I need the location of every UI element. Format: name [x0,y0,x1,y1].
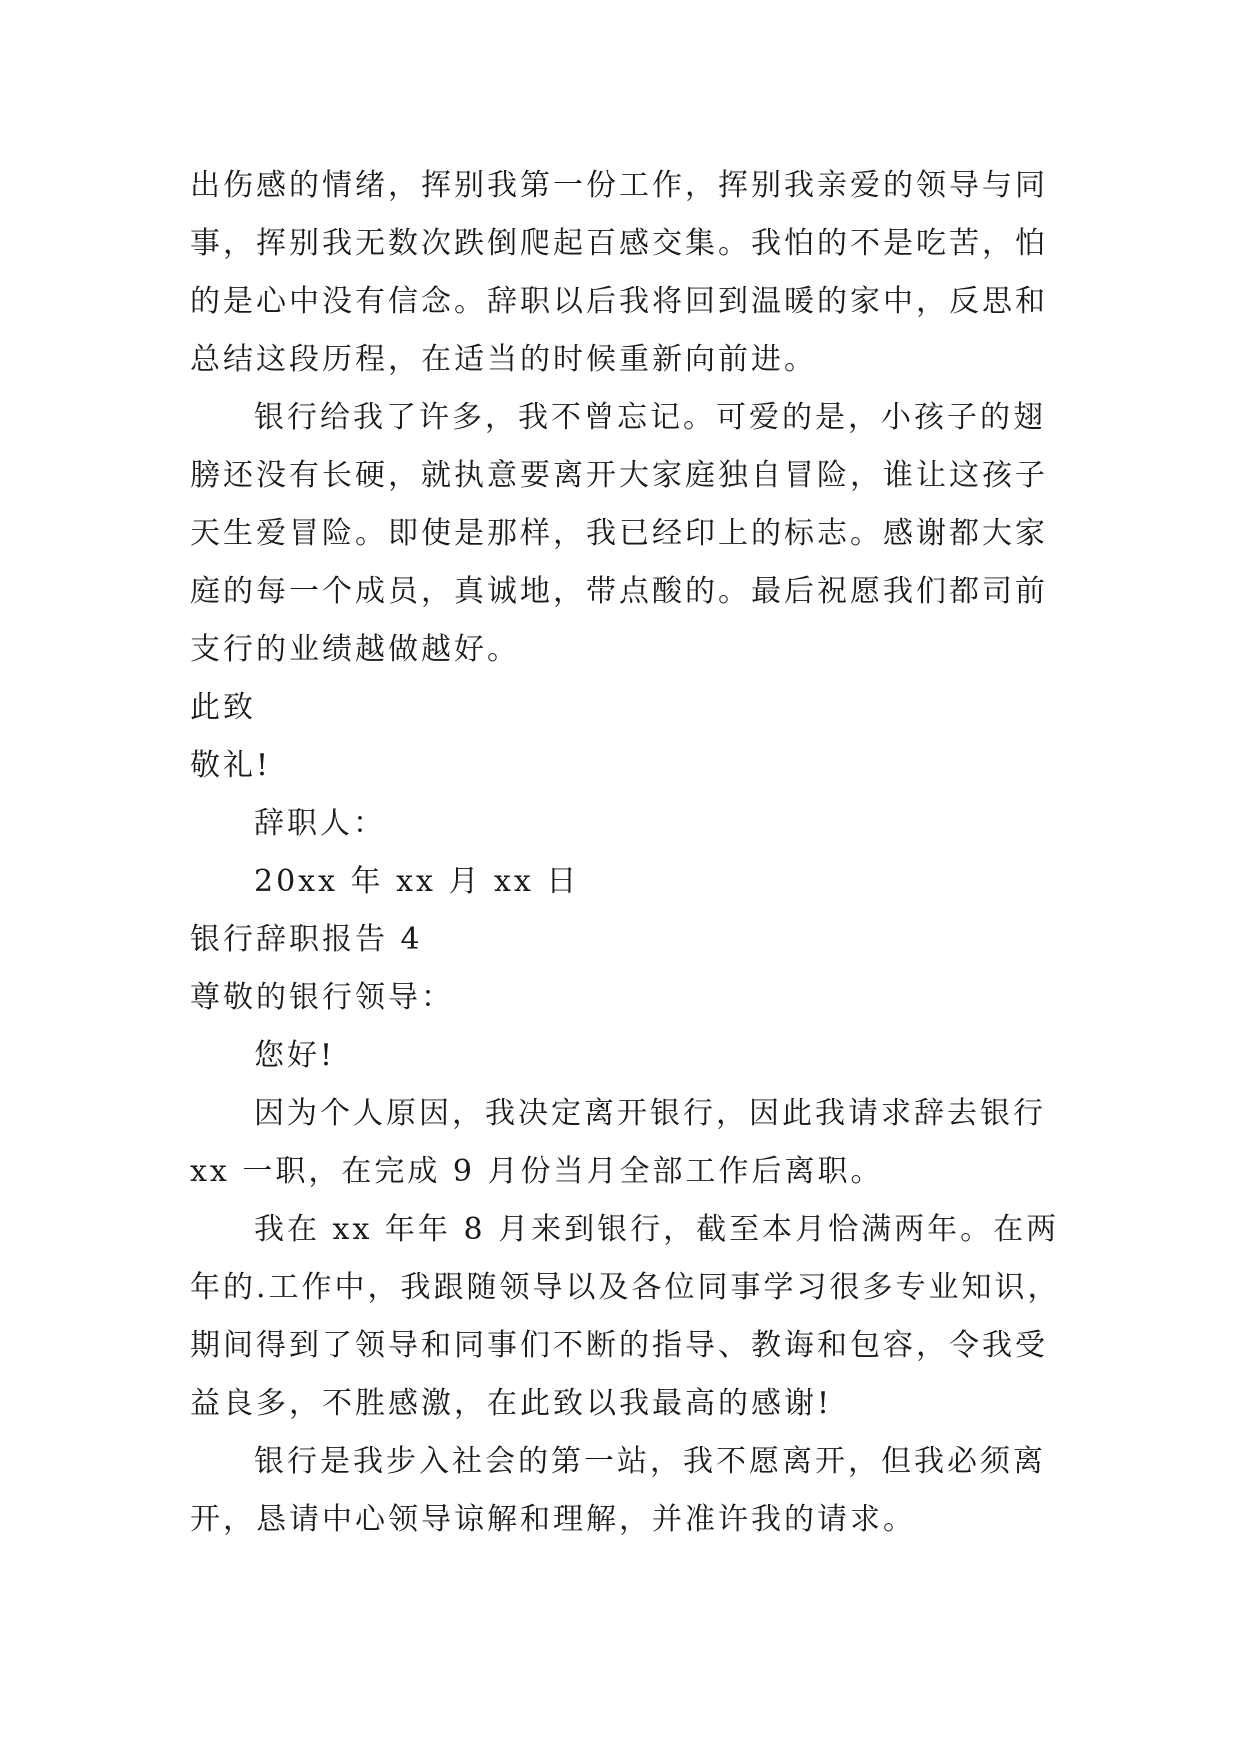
closing-regards: 敬礼! [190,748,272,783]
text-line-4: 总结这段历程，在适当的时候重新向前进。 [190,342,817,377]
signature-label: 辞职人： [254,806,386,841]
text-line-2: 事，挥别我无数次跌倒爬起百感交集。我怕的不是吃苦，怕 [190,226,1048,261]
text-line-3: 的是心中没有信念。辞职以后我将回到温暖的家中，反思和 [190,284,1048,319]
text-line-8: 庭的每一个成员，真诚地，带点酸的。最后祝愿我们都司前 [190,574,1048,609]
text-line-24: 开，恳请中心领导谅解和理解，并准许我的请求。 [190,1502,916,1537]
text-line-9: 支行的业绩越做越好。 [190,632,520,667]
text-line-1: 出伤感的情绪，挥别我第一份工作，挥别我亲爱的领导与同 [190,168,1048,203]
text-line-7: 天生爱冒险。即使是那样，我已经印上的标志。感谢都大家 [190,516,1048,551]
text-line-6: 膀还没有长硬，就执意要离开大家庭独自冒险，谁让这孩子 [190,458,1048,493]
text-line-23: 银行是我步入社会的第一站，我不愿离开，但我必须离 [254,1444,1046,1479]
text-line-18: xx 一职，在完成 9 月份当月全部工作后离职。 [190,1154,884,1189]
signature-date: 20xx 年 xx 月 xx 日 [254,864,580,899]
section-heading: 银行辞职报告 4 [190,922,423,957]
text-line-19: 我在 xx 年年 8 月来到银行，截至本月恰满两年。在两 [254,1212,1060,1247]
text-line-5: 银行给我了许多，我不曾忘记。可爱的是，小孩子的翅 [254,400,1046,435]
text-line-20: 年的.工作中，我跟随领导以及各位同事学习很多专业知识， [190,1270,1061,1305]
letter-addressee: 尊敬的银行领导： [190,980,454,1015]
text-line-21: 期间得到了领导和同事们不断的指导、教诲和包容，令我受 [190,1328,1048,1363]
closing-salutation: 此致 [190,690,256,725]
text-line-17: 因为个人原因，我决定离开银行，因此我请求辞去银行 [254,1096,1046,1131]
text-line-22: 益良多，不胜感激，在此致以我最高的感谢! [190,1386,833,1421]
letter-greeting: 您好! [254,1038,336,1073]
